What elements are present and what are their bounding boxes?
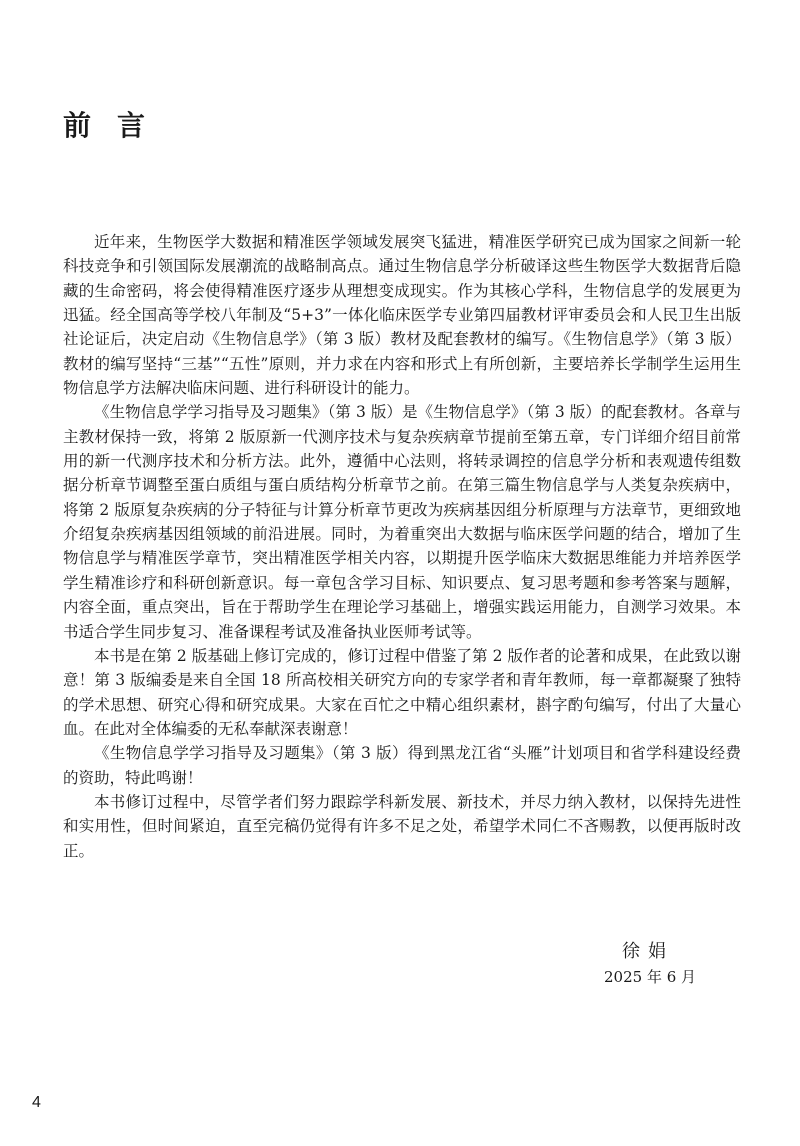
paragraph-2: 《生物信息学学习指导及习题集》（第 3 版）是《生物信息学》（第 3 版）的配套教材。各章与主教材保持一致，将第 2 版原新一代测序技术与复杂疾病章节提前至第五章，专门详细介绍目前常用的新一代测序技术和分析方法。此外，遵循中心法则，将转录调控的信息学分析和表观遗传组数据分析章节调整至蛋白质组与蛋白质结构分析章节之前。在第三篇生物信息学与人类复杂疾病中，将第 2 版原复杂疾病的分子特征与计算分析章节更改为疾病基因组分析原理与方法章节，更细致地介绍复杂疾病基因组领域的前沿进展。同时，为着重突出大数据与临床医学问题的结合，增加了生物信息学与精准医学章节，突出精准医学相关内容，以期提升医学临床大数据思维能力并培养医学学生精准诊疗和科研创新意识。每一章包含学习目标、知识要点、复习思考题和参考答案与题解，内容全面，重点突出，旨在于帮助学生在理论学习基础上，增强实践运用能力，自测学习效果。本书适合学生同步复习、准备课程考试及准备执业医师考试等。 [63,403,741,641]
page-number: 4 [32,1094,41,1111]
paragraph-1: 近年来，生物医学大数据和精准医学领域发展突飞猛进，精准医学研究已成为国家之间新一轮科技竞争和引领国际发展潮流的战略制高点。通过生物信息学分析破译这些生物医学大数据背后隐藏的生命密码，将会使得精准医疗逐步从理想变成现实。作为其核心学科，生物信息学的发展更为迅猛。经全国高等学校八年制及“5+3”一体化临床医学专业第四届教材评审委员会和人民卫生出版社论证后，决定启动《生物信息学》（第 3 版）教材及配套教材的编写。《生物信息学》（第 3 版）教材的编写坚持“三基”“五性”原则，并力求在内容和形式上有所创新，主要培养长学制学生运用生物信息学方法解决临床问题、进行科研设计的能力。 [63,233,741,398]
author-signature: 徐娟 [622,941,674,962]
page-title: 前言 [63,109,172,142]
preface-body [63,230,741,863]
paragraph-3: 本书是在第 2 版基础上修订完成的，修订过程中借鉴了第 2 版作者的论著和成果，在此致以谢意！第 3 版编委是来自全国 18 所高校相关研究方向的专家学者和青年教师，每一章都凝聚了独特的学术思想、研究心得和研究成果。大家在百忙之中精心组织素材，斟字酌句编写，付出了大量心血。在此对全体编委的无私奉献深表谢意！ [63,646,741,738]
paragraph-5: 本书修订过程中，尽管学者们努力跟踪学科新发展、新技术，并尽力纳入教材，以保持先进性和实用性，但时间紧迫，直至完稿仍觉得有许多不足之处，希望学术同仁不吝赐教，以便再版时改正。 [63,792,741,860]
signature-date: 2025 年 6 月 [604,968,697,986]
paragraph-4: 《生物信息学学习指导及习题集》（第 3 版）得到黑龙江省“头雁”计划项目和省学科建设经费的资助，特此鸣谢！ [63,744,741,787]
